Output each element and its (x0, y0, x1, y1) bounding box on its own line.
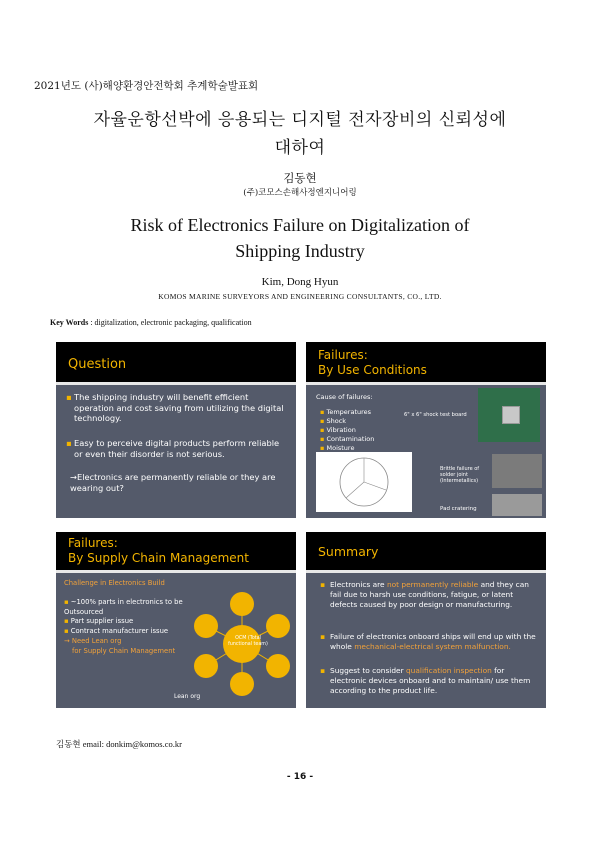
pcb-photo (478, 388, 540, 442)
pad-label: Pad cratering (440, 506, 477, 512)
solder-joint-photo (492, 454, 542, 488)
challenge-list (64, 598, 194, 636)
bullet: ▪ Suggest to consider qualification inspection for electronic devices onboard and to maintain/ use them according to the product life. (320, 666, 531, 695)
bullet-icon: ▪ (64, 598, 71, 606)
bullet: ▪ Easy to perceive digital products perform reliable or even their disorder is not serious. (66, 438, 280, 459)
list-item: ▪ Vibration (320, 426, 356, 434)
list-item: ▪ Moisture (320, 444, 355, 452)
node (230, 672, 254, 696)
english-title-line2: Shipping Industry (235, 241, 365, 261)
divider (56, 570, 296, 573)
bullet-icon: ▪ (320, 417, 327, 425)
divider (56, 382, 296, 385)
challenge-heading: Challenge in Electronics Build (64, 579, 165, 587)
bullet-icon: ▪ (320, 435, 327, 443)
divider (306, 570, 546, 573)
bullet-icon: ▪ (320, 426, 327, 434)
bullet-icon: ▪ (320, 632, 326, 641)
bullet: ▪ Failure of electronics onboard ships will end up with the whole mechanical-electrical system malfunction. (320, 632, 536, 651)
need-line1: → Need Lean org (64, 637, 122, 645)
slide-title: Question (68, 357, 127, 372)
slide-title-line1: Failures: (68, 536, 118, 550)
slide-title-line2: By Use Conditions (318, 363, 427, 377)
list-item: ▪ Shock (320, 417, 347, 425)
korean-title (0, 106, 600, 162)
need-line2: for Supply Chain Management (72, 647, 176, 655)
node (230, 592, 254, 616)
center-node-label: OCM (Total functional team) (228, 636, 268, 647)
failure-pie-diagram (316, 452, 412, 512)
bullet-icon: ▪ (64, 617, 71, 625)
slide-title: Summary (318, 544, 379, 559)
bullet: ▪ Electronics are not permanently reliable and they can fail due to harsh use conditions, fatigue, or latent defects caused by poor design or manufacturing. (320, 580, 529, 609)
slide-summary (306, 532, 546, 708)
english-affiliation: KOMOS MARINE SURVEYORS AND ENGINEERING CONSULTANTS, CO., LTD. (158, 292, 442, 301)
bullet-icon: ▪ (320, 408, 327, 416)
board-label: 6" x 6" shock test board (404, 412, 467, 418)
bullet-icon: ▪ (66, 392, 72, 402)
keywords-label: Key Words (50, 318, 89, 327)
pie-chart-svg (316, 452, 412, 512)
author-email: 김동현 email: donkim@komos.co.kr (56, 739, 182, 749)
page-number: - 16 - (286, 772, 314, 782)
slide-use-conditions (306, 342, 546, 518)
korean-title-line2: 대하여 (274, 138, 326, 158)
divider (306, 382, 546, 385)
slide-supply-chain (56, 532, 296, 708)
pad-crater-photo (492, 494, 542, 516)
cause-list (320, 408, 374, 453)
list-item: ▪ Contamination (320, 435, 375, 443)
cause-label: Cause of failures: (316, 393, 373, 401)
question-text: →Electronics are permanently reliable or they are wearing out? (70, 472, 276, 493)
list-item: ▪ Part supplier issue (64, 617, 134, 625)
bullet-icon: ▪ (320, 580, 326, 589)
keywords (50, 318, 252, 327)
conference-header: 2021년도 (사)해양환경안전학회 추계학술발표회 (34, 80, 259, 92)
english-title-line1: Risk of Electronics Failure on Digitalization of (130, 215, 470, 235)
english-author: Kim, Dong Hyun (261, 276, 339, 288)
korean-author: 김동현 (283, 171, 317, 185)
list-item: ▪ ~100% parts in electronics to be Outsourced (64, 598, 183, 616)
english-title (0, 212, 600, 264)
node (266, 654, 290, 678)
keywords-text: : digitalization, electronic packaging, qualification (88, 318, 252, 327)
bullet-icon: ▪ (320, 444, 327, 452)
node (194, 614, 218, 638)
slide-question (56, 342, 296, 518)
bullet-icon: ▪ (320, 666, 326, 675)
list-item: ▪ Contract manufacturer issue (64, 626, 169, 635)
bullet: ▪ The shipping industry will benefit efficient operation and cost saving from utilizing the digital technology. (66, 392, 284, 423)
korean-affiliation: (주)코모스손해사정엔지니어링 (243, 188, 357, 198)
chip-shape (502, 406, 520, 424)
slide-title-line2: By Supply Chain Management (68, 551, 249, 565)
node (194, 654, 218, 678)
korean-title-line1: 자율운항선박에 응용되는 디지털 전자장비의 신뢰성에 (93, 110, 507, 130)
node (266, 614, 290, 638)
brittle-label: Brittle failure of solder joint (Intermetallics) (440, 466, 480, 484)
bullet-icon: ▪ (64, 626, 71, 635)
slide-title-line1: Failures: (318, 348, 368, 362)
bullet-icon: ▪ (66, 438, 72, 448)
lean-org-label: Lean org (174, 693, 201, 700)
list-item: ▪ Temperatures (320, 408, 372, 416)
